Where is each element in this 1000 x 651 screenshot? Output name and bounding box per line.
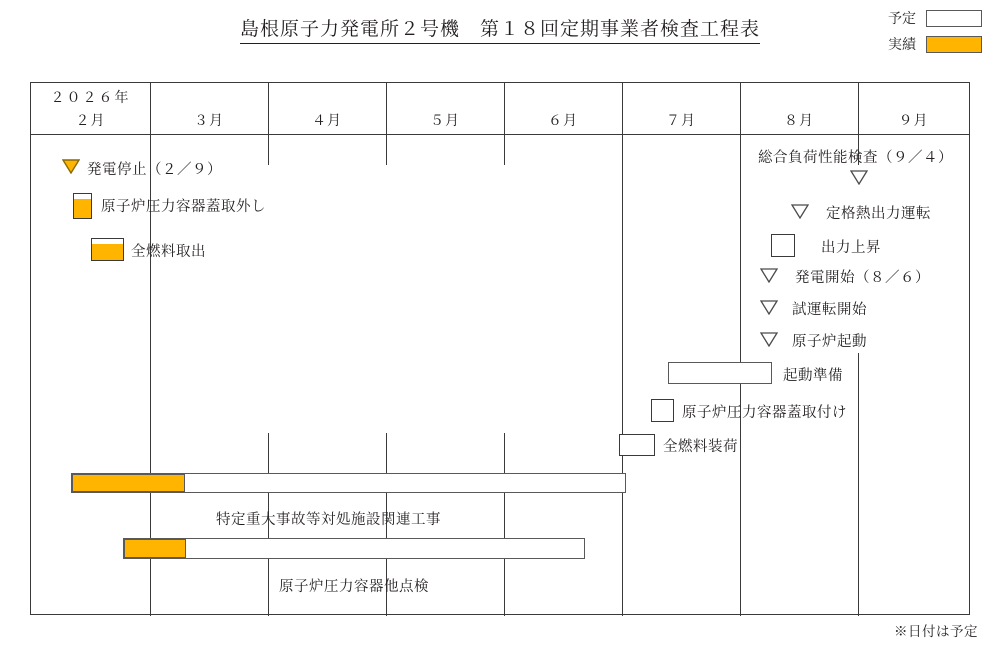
marker-box-fuel-load <box>619 434 655 456</box>
month-divider <box>622 83 623 135</box>
triangle-open-icon <box>760 268 778 283</box>
triangle-filled-icon <box>62 159 80 174</box>
marker-box-power-ascension <box>771 234 795 257</box>
marker-box-rpv-lid-removal <box>73 193 92 219</box>
month-label: ４月 <box>312 114 342 129</box>
task-label-sa-facility-work: 特定重大事故等対処施設関連工事 <box>216 512 441 528</box>
milestone-label-load-performance-test: 総合負荷性能検査（９／４） <box>758 150 953 166</box>
milestone-label-reactor-startup: 原子炉起動 <box>792 334 867 350</box>
triangle-open-icon <box>850 170 868 185</box>
bar-startup-preparation <box>668 362 772 384</box>
task-label-fuel-load: 全燃料装荷 <box>663 439 738 455</box>
legend-swatch-planned <box>926 10 982 27</box>
month-header-5 <box>386 83 504 135</box>
milestone-label-trial-run-start: 試運転開始 <box>792 302 867 318</box>
month-divider <box>740 83 741 135</box>
bar-progress-actual <box>124 539 186 558</box>
month-divider <box>386 83 387 135</box>
page-title-text: 島根原子力発電所２号機 第１８回定期事業者検査工程表 <box>240 19 760 44</box>
legend-item-planned <box>888 8 982 28</box>
month-label: ８月 <box>784 114 814 129</box>
marker-fill <box>74 199 91 218</box>
marker-box-rpv-lid-install <box>651 399 674 422</box>
bar-progress-actual <box>72 474 185 492</box>
gridline-tick <box>268 135 269 165</box>
gridline-tick <box>858 353 859 616</box>
page-title <box>0 14 1000 41</box>
month-label: ７月 <box>666 114 696 129</box>
task-label-rpv-inspection: 原子炉圧力容器他点検 <box>279 579 429 595</box>
month-label: ２月 <box>75 114 106 129</box>
month-divider <box>150 83 151 135</box>
month-header-2 <box>31 83 150 135</box>
month-header-3 <box>150 83 268 135</box>
milestone-label-power-generation-start: 発電開始（８／６） <box>795 270 930 286</box>
column-divider-7 <box>622 135 623 616</box>
legend-label-planned: 予定 <box>888 12 916 27</box>
month-header-row <box>31 83 969 135</box>
task-label-rpv-lid-removal: 原子炉圧力容器蓋取外し <box>101 199 266 215</box>
month-label: ９月 <box>898 114 929 129</box>
footnote: ※日付は予定 <box>894 624 978 639</box>
month-header-6 <box>504 83 622 135</box>
task-label-rpv-lid-install: 原子炉圧力容器蓋取付け <box>682 405 847 421</box>
triangle-open-icon <box>760 332 778 347</box>
marker-fill <box>92 244 123 260</box>
task-label-fuel-unload: 全燃料取出 <box>131 244 206 260</box>
legend-swatch-actual <box>926 36 982 53</box>
gridline-tick <box>504 135 505 165</box>
month-header-9 <box>858 83 969 135</box>
gantt-chart-grid <box>30 82 970 615</box>
bar-sa-facility-work <box>71 473 626 493</box>
triangle-open-icon <box>791 204 809 219</box>
bar-rpv-inspection <box>123 538 585 559</box>
year-label: ２０２６年 <box>50 91 131 106</box>
legend-label-actual: 実績 <box>888 38 916 53</box>
gridline-tick <box>386 135 387 165</box>
month-label: ６月 <box>548 114 578 129</box>
task-label-startup-preparation: 起動準備 <box>783 368 843 384</box>
milestone-label-rated-thermal-operation: 定格熱出力運転 <box>826 206 931 222</box>
task-label-power-ascension: 出力上昇 <box>821 240 881 256</box>
triangle-open-icon <box>760 300 778 315</box>
marker-box-fuel-unload <box>91 238 124 261</box>
legend-item-actual <box>888 34 982 54</box>
legend <box>888 8 982 54</box>
month-divider <box>858 83 859 135</box>
month-label: ３月 <box>194 114 224 129</box>
month-divider <box>268 83 269 135</box>
month-header-4 <box>268 83 386 135</box>
month-header-8 <box>740 83 858 135</box>
month-divider <box>504 83 505 135</box>
month-header-7 <box>622 83 740 135</box>
month-label: ５月 <box>430 114 460 129</box>
milestone-label-power-stop: 発電停止（２／９） <box>87 162 222 178</box>
